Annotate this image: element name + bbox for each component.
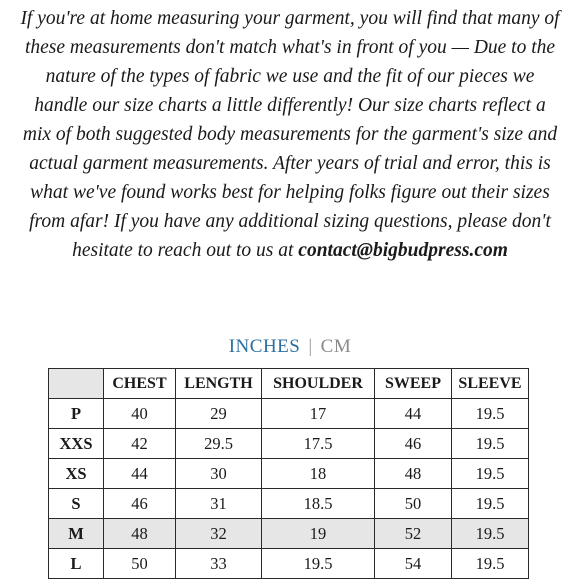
table-row bbox=[49, 429, 529, 459]
cell-sweep: 50 bbox=[375, 489, 452, 519]
cell-shoulder: 19 bbox=[262, 519, 375, 549]
unit-separator: | bbox=[308, 336, 313, 357]
cell-sweep: 54 bbox=[375, 549, 452, 579]
cell-length: 33 bbox=[176, 549, 262, 579]
cell-sleeve: 19.5 bbox=[452, 489, 529, 519]
header-corner bbox=[49, 369, 104, 399]
header-length: LENGTH bbox=[176, 369, 262, 399]
header-sleeve: SLEEVE bbox=[452, 369, 529, 399]
cell-chest: 42 bbox=[104, 429, 176, 459]
cell-length: 29 bbox=[176, 399, 262, 429]
table-row bbox=[49, 399, 529, 429]
cell-sleeve: 19.5 bbox=[452, 459, 529, 489]
table-header-row bbox=[49, 369, 529, 399]
unit-cm-tab[interactable]: CM bbox=[320, 336, 352, 357]
cell-sweep: 44 bbox=[375, 399, 452, 429]
size-label: XS bbox=[49, 459, 104, 489]
table-row bbox=[49, 519, 529, 549]
size-label: XXS bbox=[49, 429, 104, 459]
cell-sleeve: 19.5 bbox=[452, 519, 529, 549]
cell-chest: 48 bbox=[104, 519, 176, 549]
header-sweep: SWEEP bbox=[375, 369, 452, 399]
table-row bbox=[49, 489, 529, 519]
cell-shoulder: 17.5 bbox=[262, 429, 375, 459]
cell-shoulder: 17 bbox=[262, 399, 375, 429]
size-label: S bbox=[49, 489, 104, 519]
cell-sleeve: 19.5 bbox=[452, 429, 529, 459]
unit-inches-tab[interactable]: INCHES bbox=[228, 336, 301, 357]
cell-shoulder: 19.5 bbox=[262, 549, 375, 579]
cell-sleeve: 19.5 bbox=[452, 399, 529, 429]
sizing-intro-text bbox=[20, 4, 560, 265]
cell-length: 29.5 bbox=[176, 429, 262, 459]
cell-chest: 40 bbox=[104, 399, 176, 429]
header-chest: CHEST bbox=[104, 369, 176, 399]
cell-shoulder: 18.5 bbox=[262, 489, 375, 519]
cell-sleeve: 19.5 bbox=[452, 549, 529, 579]
cell-sweep: 48 bbox=[375, 459, 452, 489]
cell-length: 32 bbox=[176, 519, 262, 549]
header-shoulder: SHOULDER bbox=[262, 369, 375, 399]
cell-sweep: 46 bbox=[375, 429, 452, 459]
contact-email[interactable]: contact@bigbudpress.com bbox=[298, 240, 508, 261]
cell-shoulder: 18 bbox=[262, 459, 375, 489]
cell-sweep: 52 bbox=[375, 519, 452, 549]
cell-length: 31 bbox=[176, 489, 262, 519]
unit-toggle bbox=[0, 336, 580, 358]
cell-chest: 44 bbox=[104, 459, 176, 489]
cell-chest: 50 bbox=[104, 549, 176, 579]
size-chart-table bbox=[48, 368, 529, 579]
intro-body: If you're at home measuring your garment, you will find that many of these measurements don't match what's in front of you — Due to the nature of the types of fabric we use and the fit of our pieces we handle our size charts a little differently! Our size charts reflect a mix of both suggested body measurements for the garment's size and actual garment measurements. After years of trial and error, this is what we've found works best for helping folks figure out their sizes from afar! If you have any additional sizing questions, please don't hesitate to reach out to us at bbox=[20, 8, 560, 261]
cell-length: 30 bbox=[176, 459, 262, 489]
table-row bbox=[49, 549, 529, 579]
size-label: L bbox=[49, 549, 104, 579]
table-row bbox=[49, 459, 529, 489]
size-label: P bbox=[49, 399, 104, 429]
cell-chest: 46 bbox=[104, 489, 176, 519]
size-label: M bbox=[49, 519, 104, 549]
